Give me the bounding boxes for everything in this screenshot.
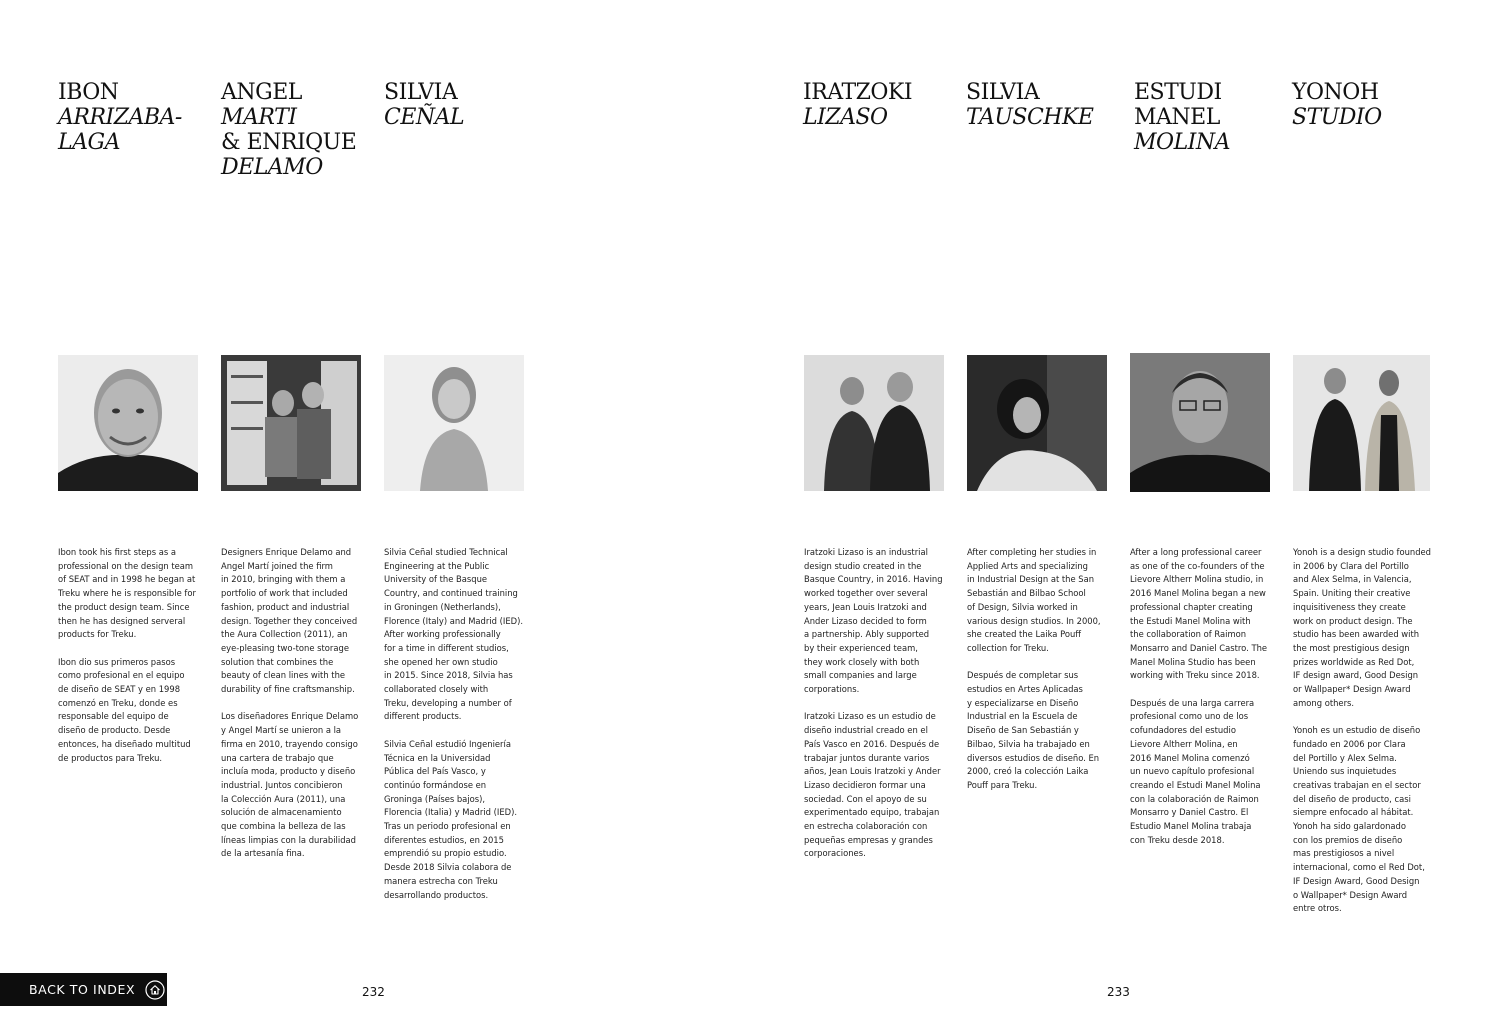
title-line: ESTUDI	[1134, 80, 1222, 105]
designer-bio-ibon	[58, 546, 202, 779]
bio-spanish: Los diseñadores Enrique Delamo y Angel Martí se unieron a la firma en 2010, trayendo consigo una cartera de trabajo que incluía moda, producto y diseño industrial. Juntos concibieron la Colección Aura (2011), una solución de almacenamiento que combina la belleza de las líneas limpias con la durabilidad de la artesanía fina.	[221, 711, 359, 859]
designer-photo-silvia-tauschke	[967, 355, 1107, 491]
bio-english: After completing her studies in Applied Arts and specializing in Industrial Design at the San Sebastián and Bilbao School of Design, Silvia worked in various design studios. In 2000, she created the Laika Pouff collection for Treku.	[967, 547, 1101, 653]
title-line: & ENRIQUE	[221, 130, 357, 155]
bio-english: Silvia Ceñal studied Technical Engineering at the Public University of the Basque Country, and continued training in Groningen (Netherlands), Florence (Italy) and Madrid (IED). After working professionally for a time in different studios, she opened her own studio in 2015. Since 2018, Silvia has collaborated closely with Treku, developing a number of different products.	[384, 547, 524, 722]
title-line: SILVIA	[966, 80, 1040, 105]
designer-photo-angel-enrique	[221, 355, 361, 491]
designer-title-iratzoki-lizaso	[803, 80, 912, 130]
title-line: STUDIO	[1292, 105, 1382, 130]
designer-bio-angel-enrique	[221, 546, 365, 875]
title-line: MOLINA	[1134, 130, 1230, 155]
page-number-left: 232	[362, 985, 385, 999]
back-to-index-button[interactable]	[0, 973, 167, 1006]
designer-photo-estudi-manel-molina	[1130, 353, 1270, 492]
title-line: LAGA	[58, 130, 120, 155]
title-line: IBON	[58, 80, 119, 105]
bio-spanish: Iratzoki Lizaso es un estudio de diseño industrial creado en el País Vasco en 2016. Después de trabajar juntos durante varios años, Jean Louis Iratzoki y Ander Lizaso decidieron formar una sociedad. Con el apoyo de su experimentado equipo, trabajan en estrecha colaboración con pequeñas empresas y grandes corporaciones.	[804, 711, 941, 859]
home-icon	[145, 980, 165, 1000]
page-number-right: 233	[1107, 985, 1130, 999]
back-to-index-label: BACK TO INDEX	[29, 982, 136, 997]
bio-english: After a long professional career as one of the co-founders of the Lievore Altherr Molina studio, in 2016 Manel Molina began a new professional chapter creating the Estudi Manel Molina with the collaboration of Raimon Monsarro and Daniel Castro. The Manel Molina Studio has been working with Treku since 2018.	[1130, 547, 1268, 681]
title-line: ARRIZABA-	[58, 105, 182, 130]
title-line: SILVIA	[384, 80, 458, 105]
designer-bio-estudi-manel-molina	[1130, 546, 1274, 861]
title-line: TAUSCHKE	[966, 105, 1094, 130]
designer-title-estudi-manel-molina	[1134, 80, 1230, 155]
designer-photo-yonoh-studio	[1293, 355, 1430, 491]
title-line: MANEL	[1134, 105, 1220, 130]
designer-title-ibon	[58, 80, 182, 155]
designer-title-silvia-tauschke	[966, 80, 1093, 130]
designer-photo-ibon	[58, 355, 198, 491]
designer-title-yonoh-studio	[1292, 80, 1382, 130]
bio-spanish: Yonoh es un estudio de diseño fundado en 2006 por Clara del Portillo y Alex Selma. Uniendo sus inquietudes creativas trabajan en el sector del diseño de producto, casi siempre enfocado al hábitat. Yonoh ha sido galardonado con los premios de diseño mas prestigiosos a nivel internacional, como el Red Dot, IF Design Award, Good Design o Wallpaper* Design Award entre otros.	[1293, 725, 1425, 914]
designer-bio-iratzoki-lizaso	[804, 546, 948, 875]
designer-bio-silvia-cenal	[384, 546, 528, 916]
title-line: DELAMO	[221, 155, 323, 180]
designer-photo-iratzoki-lizaso	[804, 355, 944, 491]
bio-spanish: Después de completar sus estudios en Artes Aplicadas y especializarse en Diseño Industrial en la Escuela de Diseño de San Sebastián y Bilbao, Silvia ha trabajado en diversos estudios de diseño. En 2000, creó la colección Laika Pouff para Treku.	[967, 670, 1100, 790]
title-line: ANGEL	[221, 80, 302, 105]
designer-photo-silvia-cenal	[384, 355, 524, 491]
bio-english: Designers Enrique Delamo and Angel Martí joined the firm in 2010, bringing with them a portfolio of work that included fashion, product and industrial design. Together they conceived the Aura Collection (2011), an eye-pleasing two-tone storage solution that combines the beauty of clean lines with the durability of fine craftsmanship.	[221, 547, 358, 695]
designer-title-silvia-cenal	[384, 80, 464, 130]
bio-english: Ibon took his first steps as a professional on the design team of SEAT and in 1998 he began at Treku where he is responsible for the product design team. Since then he has designed serveral products for Treku.	[58, 547, 196, 640]
bio-english: Iratzoki Lizaso is an industrial design studio created in the Basque Country, in 2016. Having worked together over several years, Jean Louis Iratzoki and Ander Lizaso decided to form a partnership. Ably supported by their experienced team, they work closely with both small companies and large corporations.	[804, 547, 943, 695]
title-line: YONOH	[1292, 80, 1379, 105]
bio-english: Yonoh is a design studio founded in 2006 by Clara del Portillo and Alex Selma, in Valencia, Spain. Uniting their creative inquisitiveness they create work on product design. The studio has been awarded with the most prestigious design prizes worldwide as Red Dot, IF design award, Good Design or Wallpaper* Design Award among others.	[1293, 547, 1431, 708]
designer-bio-silvia-tauschke	[967, 546, 1111, 806]
designer-title-angel-enrique	[221, 80, 356, 180]
bio-spanish: Ibon dio sus primeros pasos como profesional en el equipo de diseño de SEAT y en 1998 comenzó en Treku, donde es responsable del equipo de diseño de producto. Desde entonces, ha diseñado multitud de productos para Treku.	[58, 656, 191, 763]
title-line: MARTI	[221, 105, 297, 130]
title-line: CEÑAL	[384, 105, 465, 130]
designer-bio-yonoh-studio	[1293, 546, 1437, 930]
bio-spanish: Después de una larga carrera profesional como uno de los cofundadores del estudio Lievore Altherr Molina, en 2016 Manel Molina comenzó un nuevo capítulo profesional creando el Estudi Manel Molina con la colaboración de Raimon Monsarro y Daniel Castro. El Estudio Manel Molina trabaja con Treku desde 2018.	[1130, 697, 1261, 845]
title-line: LIZASO	[803, 105, 888, 130]
title-line: IRATZOKI	[803, 80, 913, 105]
bio-spanish: Silvia Ceñal estudió Ingeniería Técnica en la Universidad Pública del País Vasco, y continúo formándose en Groninga (Países bajos), Florencia (Italia) y Madrid (IED). Tras un periodo profesional en diferentes estudios, en 2015 emprendió su propio estudio. Desde 2018 Silvia colabora de manera estrecha con Treku desarrollando productos.	[384, 738, 518, 900]
